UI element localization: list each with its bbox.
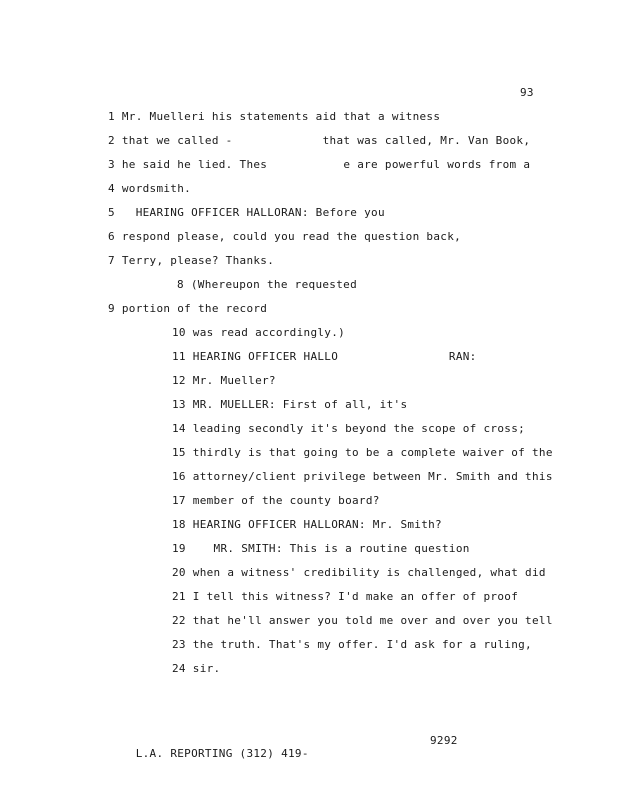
reporter-phone-tail: 9292: [430, 734, 458, 747]
reporter-name: L.A. REPORTING (312) 419-: [135, 747, 309, 760]
transcript-line-21: 21 I tell this witness? I'd make an offer of proof: [172, 590, 519, 603]
transcript-line-6: 6 respond please, could you read the question back,: [108, 230, 462, 243]
transcript-line-11: 11 HEARING OFFICER HALLO RAN:: [172, 350, 477, 363]
transcript-line-13: 13 MR. MUELLER: First of all, it's: [172, 398, 408, 411]
transcript-line-5: 5 HEARING OFFICER HALLORAN: Before you: [108, 206, 385, 219]
transcript-line-20: 20 when a witness' credibility is challenged, what did: [172, 566, 546, 579]
transcript-line-9: 9 portion of the record: [108, 302, 268, 315]
transcript-line-15: 15 thirdly is that going to be a complete waiver of the: [172, 446, 553, 459]
transcript-line-4: 4 wordsmith.: [108, 182, 192, 195]
reporter-footer: [108, 734, 458, 786]
transcript-line-19: 19 MR. SMITH: This is a routine question: [172, 542, 470, 555]
transcript-line-7: 7 Terry, please? Thanks.: [108, 254, 275, 267]
page-number: 93: [520, 86, 534, 99]
transcript-line-10: 10 was read accordingly.): [172, 326, 346, 339]
transcript-line-18: 18 HEARING OFFICER HALLORAN: Mr. Smith?: [172, 518, 442, 531]
transcript-line-14: 14 leading secondly it's beyond the scope of cross;: [172, 422, 526, 435]
transcript-line-16: 16 attorney/client privilege between Mr. Smith and this: [172, 470, 553, 483]
transcript-line-8: 8 (Whereupon the requested: [177, 278, 357, 291]
transcript-line-17: 17 member of the county board?: [172, 494, 380, 507]
transcript-line-22: 22 that he'll answer you told me over and over you tell: [172, 614, 553, 627]
transcript-line-2: 2 that we called - that was called, Mr. Van Book,: [108, 134, 531, 147]
transcript-line-3: 3 he said he lied. Thes e are powerful words from a: [108, 158, 531, 171]
transcript-line-12: 12 Mr. Mueller?: [172, 374, 276, 387]
transcript-line-1: 1 Mr. Muelleri his statements aid that a witness: [108, 110, 441, 123]
transcript-line-23: 23 the truth. That's my offer. I'd ask for a ruling,: [172, 638, 532, 651]
transcript-line-24: 24 sir.: [172, 662, 221, 675]
